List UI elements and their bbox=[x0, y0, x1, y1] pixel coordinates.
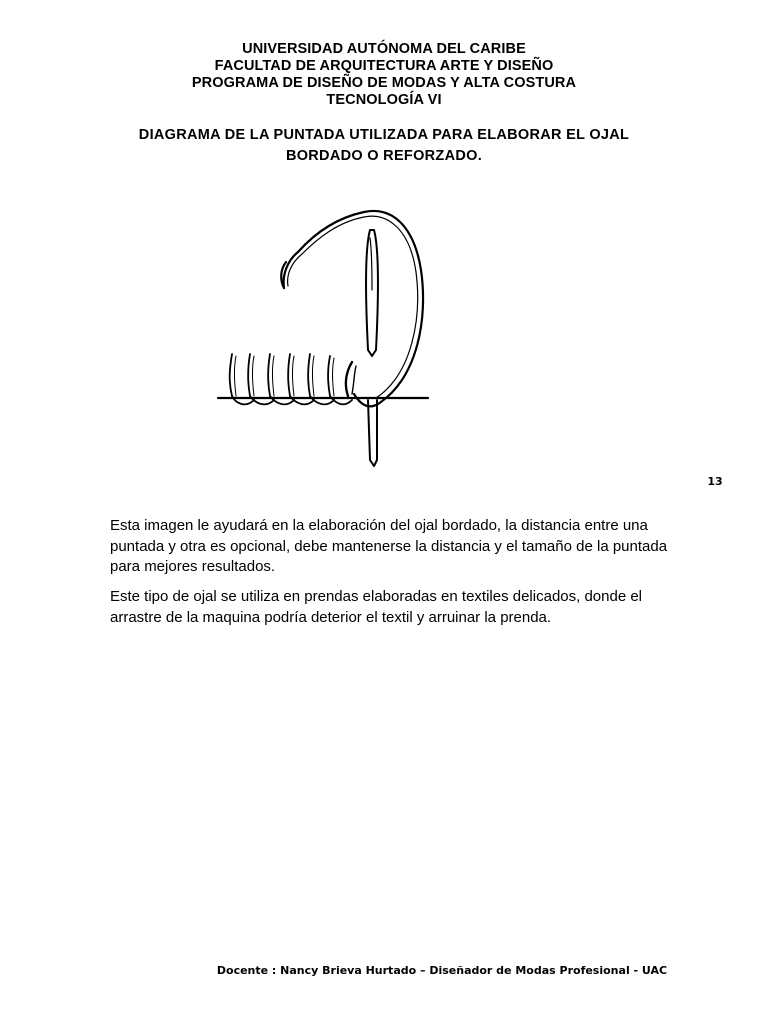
body-paragraph-1: Esta imagen le ayudará en la elaboración del ojal bordado, la distancia entre una puntada y otra es opcional, debe mantenerse la distancia y el tamaño de la puntada para mejores resultados. bbox=[110, 517, 668, 575]
diagram-title bbox=[0, 125, 768, 167]
diagram-title-line-2: BORDADO O REFORZADO. bbox=[285, 148, 483, 164]
document-header bbox=[0, 41, 768, 109]
program-name: PROGRAMA DE DISEÑO DE MODAS Y ALTA COSTURA bbox=[191, 75, 577, 91]
stitch-row bbox=[230, 354, 356, 404]
course-name: TECNOLOGÍA VI bbox=[326, 92, 442, 108]
university-name: UNIVERSIDAD AUTÓNOMA DEL CARIBE bbox=[242, 41, 526, 57]
page-number: 13 bbox=[707, 475, 723, 488]
diagram-title-line-1: DIAGRAMA DE LA PUNTADA UTILIZADA PARA ELABORAR EL OJAL bbox=[138, 127, 630, 143]
faculty-name: FACULTAD DE ARQUITECTURA ARTE Y DISEÑO bbox=[214, 58, 554, 74]
body-paragraph-2: Este tipo de ojal se utiliza en prendas elaboradas en textiles delicados, donde el arrastre de la maquina podría deterior el textil y arruinar la prenda. bbox=[110, 588, 643, 626]
page-footer: Docente : Nancy Brieva Hurtado – Diseñador de Modas Profesional - UAC bbox=[216, 964, 668, 977]
buttonhole-stitch-illustration bbox=[214, 190, 434, 470]
needle-upper bbox=[366, 230, 378, 356]
needle-point bbox=[368, 400, 377, 466]
thread-loop bbox=[284, 211, 423, 406]
